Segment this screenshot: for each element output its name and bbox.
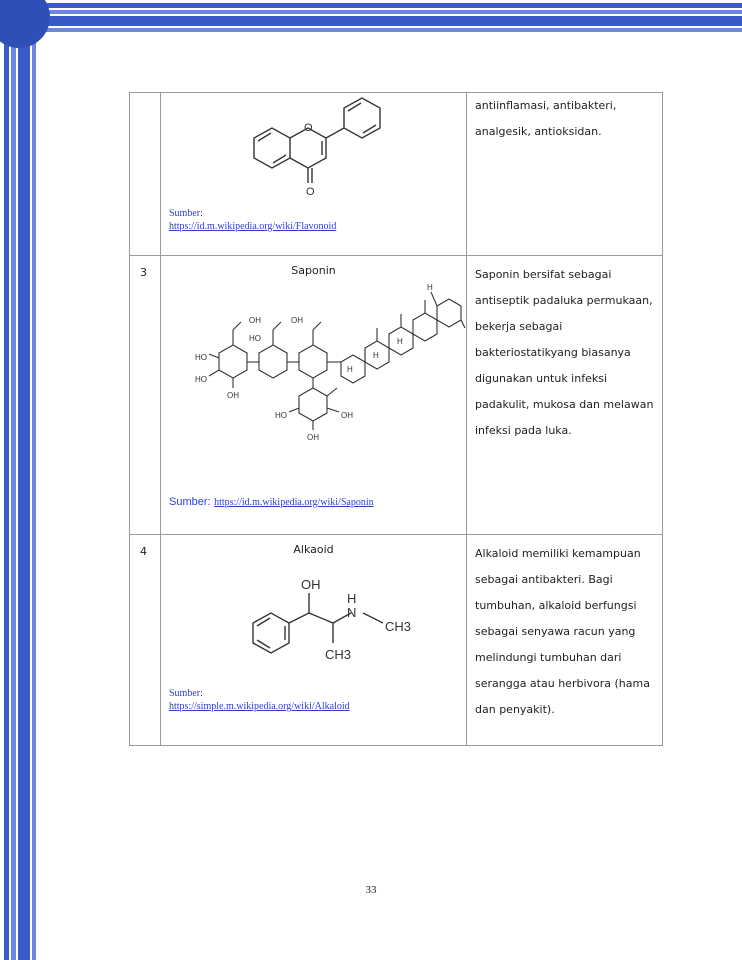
description-text: Saponin bersifat sebagai antiseptik padaluka permukaan, bekerja sebagai bakteriostatikyang biasanya digunakan untuk infeksi padakulit, mukosa dan melawan infeksi pada luka. bbox=[475, 268, 654, 437]
h-label: H bbox=[373, 351, 379, 360]
description-cell bbox=[467, 93, 663, 256]
page-border-left bbox=[0, 0, 40, 960]
h-label: H bbox=[397, 337, 403, 346]
corner-ornament bbox=[0, 0, 50, 48]
structure-cell bbox=[161, 256, 467, 535]
oh-label: OH bbox=[291, 316, 303, 325]
oh-label: OH bbox=[307, 433, 319, 442]
n-label: N bbox=[347, 605, 357, 620]
table-row-saponin bbox=[130, 256, 663, 535]
row-number: 3 bbox=[130, 256, 161, 535]
page-border-top bbox=[0, 0, 742, 34]
alkaloid-structure bbox=[161, 565, 467, 685]
structure-cell bbox=[161, 535, 467, 746]
oh-label: OH bbox=[341, 411, 353, 420]
source-label: Sumber: bbox=[169, 496, 211, 508]
description-text: Alkaloid memiliki kemampuan sebagai antibakteri. Bagi tumbuhan, alkaloid berfungsi sebagai senyawa racun yang melindungi tumbuhan dari serangga atau herbivora (hama dan penyakit). bbox=[475, 547, 650, 716]
keto-oxygen-label: O bbox=[306, 186, 315, 198]
saponin-structure bbox=[161, 278, 467, 468]
page-number: 33 bbox=[365, 884, 377, 896]
h-label: H bbox=[427, 283, 433, 292]
oh-label: OH bbox=[227, 391, 239, 400]
source-link[interactable]: https://id.m.wikipedia.org/wiki/Saponin bbox=[214, 497, 374, 508]
h-label: H bbox=[347, 365, 353, 374]
flavonoid-structure bbox=[161, 95, 467, 205]
table-row-alkaloid bbox=[130, 535, 663, 746]
compound-name: Alkaoid bbox=[293, 543, 334, 556]
oh-label: OH bbox=[249, 316, 261, 325]
description-cell bbox=[467, 256, 663, 535]
table-row-flavonoid bbox=[130, 93, 663, 256]
oh-label: OH bbox=[301, 577, 321, 592]
description-cell bbox=[467, 535, 663, 746]
ch3-label: CH3 bbox=[385, 619, 412, 634]
description-text: antiinflamasi, antibakteri, analgesik, antioksidan. bbox=[475, 99, 617, 138]
ring-oxygen-label: O bbox=[304, 122, 313, 134]
source-link[interactable]: https://id.m.wikipedia.org/wiki/Flavonoid bbox=[169, 221, 337, 232]
source-label: Sumber: bbox=[169, 208, 203, 219]
source-label: Sumber: bbox=[169, 688, 203, 699]
row-number bbox=[130, 93, 161, 256]
source-link[interactable]: https://simple.m.wikipedia.org/wiki/Alkaloid bbox=[169, 701, 350, 712]
row-number: 4 bbox=[130, 535, 161, 746]
compound-name: Saponin bbox=[291, 264, 336, 277]
compound-table bbox=[129, 92, 663, 746]
h-label: H bbox=[347, 591, 357, 606]
ho-label: HO bbox=[275, 411, 287, 420]
ch3-label: CH3 bbox=[325, 647, 352, 662]
structure-cell bbox=[161, 93, 467, 256]
ho-label: HO bbox=[195, 353, 207, 362]
ho-label: HO bbox=[195, 375, 207, 384]
ho-label: HO bbox=[249, 334, 261, 343]
